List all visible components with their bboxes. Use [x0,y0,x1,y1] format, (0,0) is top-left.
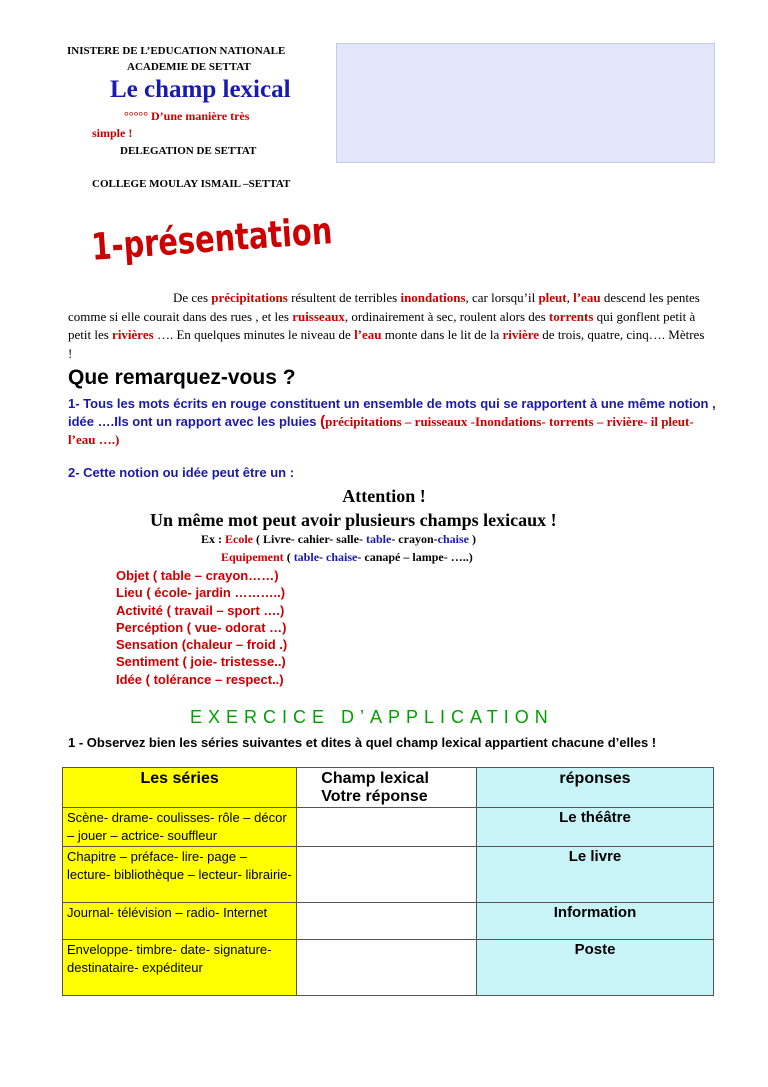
series-cell: Chapitre – préface- lire- page – lecture- bibliothèque – lecteur- librairie- [63,847,297,903]
highlighted-word: torrents [548,308,594,324]
example-text: ( [283,550,294,564]
lexical-field-list [116,567,287,688]
paragraph-text: …. En quelques minutes le niveau de [153,327,355,342]
section-heading-presentation: 1-présentation [90,209,334,269]
example-text: ( Livre- cahier- salle- [253,532,366,546]
answer-cell: Poste [476,940,713,996]
paragraph-text: , [566,290,574,305]
student-answer-cell[interactable] [297,940,477,996]
highlighted-word: précipitations [211,290,288,305]
example-equipement [221,550,473,565]
ministry-name: INISTERE DE L’EDUCATION NATIONALE [67,45,286,57]
answer-1-text: 1- Tous les mots écrits en rouge constituent un ensemble de mots qui se rapportent à une même notion , idée ….Ils ont un rapport avec les pluies [68,396,716,429]
highlighted-word: inondations [400,290,466,305]
paragraph-text: de trois, quatre, cinq…. Mètres ! [68,327,705,361]
student-answer-cell[interactable] [297,847,477,903]
example-word-ecole: Ecole [225,532,253,546]
highlighted-word: pleut [538,290,567,305]
highlighted-word: l’eau [573,290,601,305]
answer-1 [68,395,718,449]
attention-title: Attention ! [342,486,426,506]
series-cell: Journal- télévision – radio- Internet [63,903,297,940]
list-item: Lieu ( école- jardin ………..) [116,585,286,601]
subtitle-line-2: simple ! [92,126,133,140]
academie-name: ACADEMIE DE SETTAT [127,61,251,73]
paragraph-text: qui gonflent petit à petit les [68,308,696,342]
example-word-equipement: Equipement [221,550,284,564]
answer-cell: Le théâtre [476,808,713,847]
highlighted-word: rivière [502,327,540,342]
table-row [63,847,714,903]
answer-cell: Le livre [476,847,713,903]
highlighted-word: l’eau [354,327,382,342]
header-answers: réponses [476,768,713,808]
list-item: Activité ( travail – sport ….) [116,602,285,618]
example-prefix: Ex : [201,532,225,546]
header-series: Les séries [63,768,297,808]
table-header-row [63,768,714,808]
answer-1-tail: précipitations – ruisseaux -Inondations- torrents – rivière- il pleut- l’eau ….) [68,414,694,447]
paragraph-text: résultent de terribles [287,290,401,305]
paragraph-text: , ordinairement à sec, roulent alors des [344,308,549,324]
table-row [63,903,714,940]
list-item: Percéption ( vue- odorat …) [116,619,287,635]
example-word-table: table [365,532,392,546]
attention-line: Un même mot peut avoir plusieurs champs lexicaux ! [150,510,557,530]
answer-2: 2- Cette notion ou idée peut être un : [68,465,295,480]
list-item: Sensation (chaleur – froid .) [116,637,288,653]
header-champ-line-2: Votre réponse [321,788,428,805]
example-word-table: table [293,550,320,564]
list-item: Objet ( table – crayon……) [116,568,279,583]
example-word-chaise: chaise [326,550,358,564]
example-text: ) [468,532,476,546]
answer-cell: Information [476,903,713,940]
paragraph-text: monte dans le lit de la [381,327,503,342]
header-color-box [336,43,715,163]
answer-1-paren: ( [320,413,326,430]
table-row [63,940,714,996]
example-word-chaise: chaise [437,532,469,546]
example-text: - canapé – lampe- …..) [357,550,473,564]
page-title: Le champ lexical [110,76,291,103]
college-name: COLLEGE MOULAY ISMAIL –SETTAT [92,178,291,190]
subtitle-line-1: °°°°° D’une manière très [124,109,250,123]
highlighted-word: ruisseaux [292,308,345,324]
question-heading: Que remarquez-vous ? [68,366,296,389]
exercise-table [62,767,714,996]
exercise-instruction: 1 - Observez bien les séries suivantes et dites à quel champ lexical appartient chacune d’elles ! [68,735,657,750]
header-champ-line-1: Champ lexical [321,770,429,787]
presentation-paragraph [68,289,708,363]
paragraph-text: De ces [173,290,212,305]
student-answer-cell[interactable] [297,903,477,940]
paragraph-text: descend les pentes comme si elle courait dans des rues , et les [68,290,700,324]
paragraph-text: , car lorsqu’il [465,290,539,305]
example-text: - [319,550,327,564]
list-item: Sentiment ( joie- tristesse..) [116,654,286,670]
series-cell: Scène- drame- coulisses- rôle – décor – jouer – actrice- souffleur [63,808,297,847]
highlighted-word: rivières [112,327,154,342]
table-row [63,808,714,847]
header-champ [297,768,477,808]
list-item: Idée ( tolérance – respect..) [116,671,284,687]
example-ecole [201,532,476,547]
delegation-name: DELEGATION DE SETTAT [120,145,257,157]
exercise-title: EXERCICE D’APPLICATION [190,707,554,727]
example-text: - crayon- [391,532,438,546]
student-answer-cell[interactable] [297,808,477,847]
series-cell: Enveloppe- timbre- date- signature- destinataire- expéditeur [63,940,297,996]
